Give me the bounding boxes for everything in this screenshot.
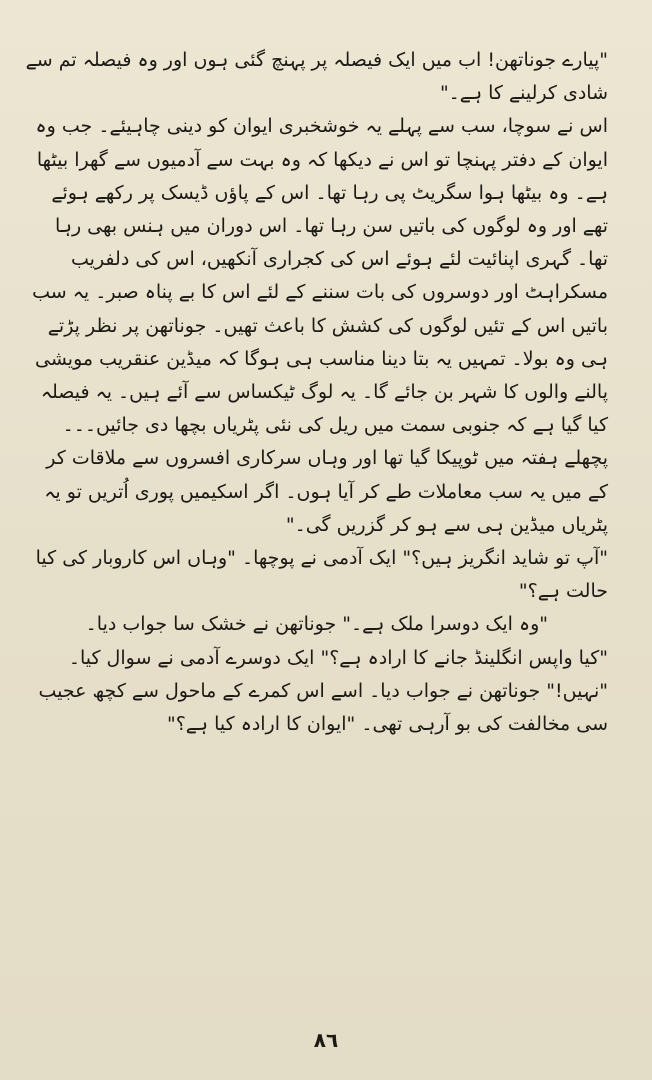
paragraph-letter-quote: "پیارے جوناتھن! اب میں ایک فیصلہ پر پہنچ گئی ہوں اور وہ فیصلہ تم سے شادی کرلینے کا ہے۔" [25,49,608,105]
paragraph-reply-another-country: "وہ ایک دوسرا ملک ہے۔" جوناتھن نے خشک سا جواب دیا۔ [85,613,548,636]
paragraph-narration: اس نے سوچا، سب سے پہلے یہ خوشخبری ایوان کو دینی چاہیئے۔ جب وہ ایوان کے دفتر پہنچا تو اس نے دیکھا کہ وہ بہت سے آدمیوں سے گھرا بیٹھا ہے۔ وہ بیٹھا ہوا سگریٹ پی رہا تھا۔ اس کے پاؤں ڈیسک پر رکھے ہوئے تھے اور وہ لوگوں کی باتیں سن رہا تھا۔ اس دوران میں ہنس بھی رہا تھا۔ گہری اپنائیت لئے ہوئے اس کی کجراری آنکھیں، اس کی دلفریب مسکراہٹ اور دوسروں کی بات سننے کے لئے اس کا بے پناہ صبر۔ یہ سب باتیں اس کے تئیں لوگوں کی کشش کا باعث تھیں۔ جوناتھن پر نظر پڑتے ہی وہ بولا۔ تمہیں یہ بتا دینا مناسب ہی ہوگا کہ میڈین عنقریب مویشی پالنے والوں کا شہر بن جائے گا۔ یہ لوگ ٹیکساس سے آئے ہیں۔ یہ فیصلہ کیا گیا ہے کہ جنوبی سمت میں ریل کی نئی پٹریاں بچھا دی جائیں۔۔۔ پچھلے ہفتہ میں ٹوپیکا گیا تھا اور وہاں سرکاری افسروں سے ملاقات کر کے میں یہ سب معاملات طے کر آیا ہوں۔ اگر اسکیمیں پوری اُتریں تو یہ پٹریاں میڈین ہی سے ہو کر گزریں گی۔" [32,115,608,536]
paragraph-question-return: "کیا واپس انگلینڈ جانے کا ارادہ ہے؟" ایک دوسرے آدمی نے سوال کیا۔ [68,646,608,669]
page-number: ٨٦ [313,1028,339,1052]
paragraph-question-englishman: "آپ تو شاید انگریز ہیں؟" ایک آدمی نے پوچھا۔ "وہاں اس کاروبار کی کیا حالت ہے؟" [35,547,608,603]
page-body-text [22,44,630,741]
paragraph-reply-no: "نہیں!" جوناتھن نے جواب دیا۔ اسے اس کمرے کے ماحول سے کچھ عجیب سی مخالفت کی بو آرہی تھی۔ "ایوان کا ارادہ کیا ہے؟" [38,679,608,736]
